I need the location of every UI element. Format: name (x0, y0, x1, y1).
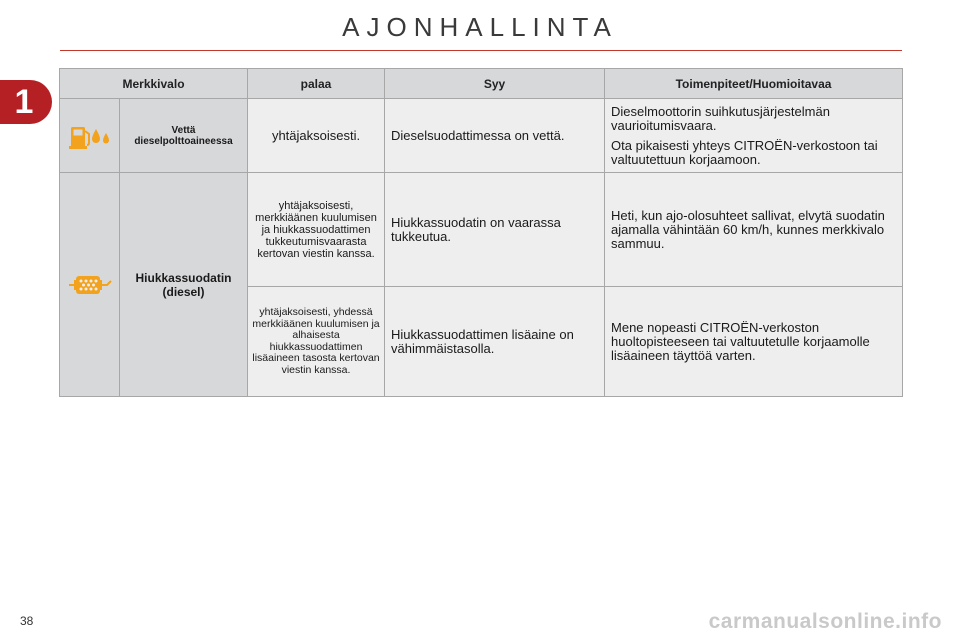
lamp-name-cell (120, 173, 248, 397)
action-text: Mene nopeasti CITROËN-verkoston huoltopisteeseen tai valtuutetulle korjaamolle lisäaineen täyttöä varten. (611, 319, 870, 363)
cause-cell (385, 173, 605, 287)
column-header-lamp: Merkkivalo (60, 69, 248, 99)
fuel-water-icon (61, 121, 118, 151)
action-text: Dieselmoottorin suihkutusjärjestelmän vaurioitumisvaara. (611, 103, 830, 133)
lamp-name-cell (120, 99, 248, 173)
state-cell (248, 99, 385, 173)
state-text: yhtäjaksoisesti, merkkiäänen kuulumisen ja hiukkassuodattimen tukkeutumisvaarasta kertovan viestin kanssa. (255, 199, 377, 260)
cause-text: Hiukkassuodattimen lisäaine on vähimmäistasolla. (391, 326, 574, 356)
action-cell (605, 287, 903, 397)
column-header-cause: Syy (385, 69, 605, 99)
table-row (60, 99, 903, 173)
column-header-state: palaa (248, 69, 385, 99)
icon-cell (60, 99, 120, 173)
cause-text: Hiukkassuodatin on vaarassa tukkeutua. (391, 214, 561, 244)
action-text: Ota pikaisesti yhteys CITROËN-verkostoon tai valtuutettuun korjaamoon. (611, 137, 878, 167)
watermark: carmanualsonline.info (708, 610, 942, 633)
particle-filter-icon (61, 272, 118, 298)
state-cell (248, 287, 385, 397)
lamp-name: Vettä dieselpolttoaineessa (134, 124, 233, 147)
column-header-action: Toimenpiteet/Huomioitavaa (605, 69, 903, 99)
icon-cell (60, 173, 120, 397)
lamp-name: Hiukkassuodatin (diesel) (135, 270, 232, 299)
action-cell (605, 99, 903, 173)
action-cell (605, 173, 903, 287)
table-header-row (60, 69, 903, 99)
state-cell (248, 173, 385, 287)
warning-lamp-table (59, 68, 903, 397)
title-divider (60, 50, 902, 51)
cause-cell (385, 287, 605, 397)
state-text: yhtäjaksoisesti, yhdessä merkkiäänen kuulumisen ja alhaisesta hiukkassuodattimen lisäaineen tasosta kertovan viestin kanssa. (252, 306, 380, 376)
state-text: yhtäjaksoisesti. (271, 128, 361, 143)
cause-cell (385, 99, 605, 173)
action-text: Heti, kun ajo-olosuhteet sallivat, elvytä suodatin ajamalla vähintään 60 km/h, kunnes merkkivalo sammuu. (611, 207, 885, 251)
page-number: 38 (20, 614, 34, 628)
cause-text: Dieselsuodattimessa on vettä. (391, 127, 565, 143)
table-row (60, 173, 903, 287)
chapter-tab[interactable]: 1 (0, 80, 52, 124)
page-title: AJONHALLINTA (342, 12, 618, 42)
